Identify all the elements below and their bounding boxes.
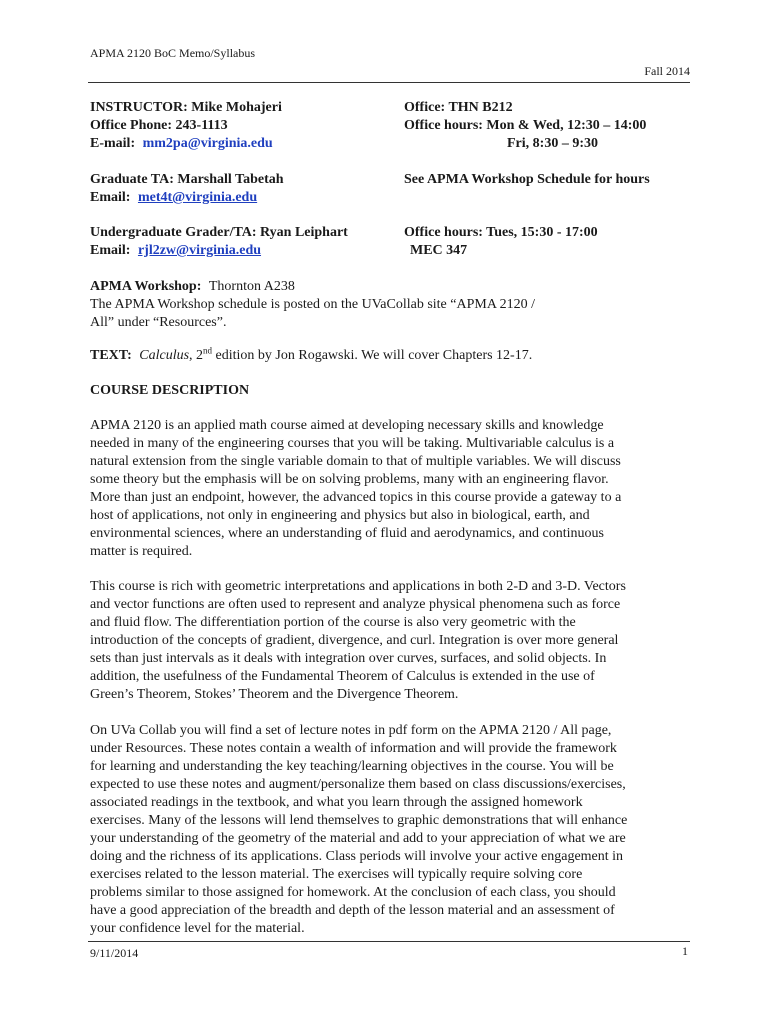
- paragraph-line: some theory but the emphasis will be on solving problems, many with an engineering flavor.: [90, 472, 609, 487]
- paragraph-line: needed in many of the engineering courses that you will be taking. Multivariable calculus is a: [90, 436, 615, 451]
- paragraph-line: sets than just intervals as it deals with integration over curves, surfaces, and solid objects. In: [90, 651, 607, 666]
- paragraph-line: natural extension from the single variable domain to that of multiple variables. We will discuss: [90, 454, 621, 469]
- header-divider: [88, 82, 690, 83]
- paragraph-line: host of applications, not only in engineering and physics but also in biological, earth, and: [90, 508, 590, 523]
- paragraph-line: Green’s Theorem, Stokes’ Theorem and the Divergence Theorem.: [90, 687, 459, 702]
- course-description-paragraph-2: [90, 578, 690, 704]
- textbook-edition-suffix: nd: [203, 345, 213, 356]
- workshop-hours-note: See APMA Workshop Schedule for hours: [404, 172, 650, 187]
- course-description-heading: COURSE DESCRIPTION: [90, 383, 250, 398]
- paragraph-line: problems similar to those assigned for homework. At the conclusion of each class, you should: [90, 885, 616, 900]
- paragraph-line: and fluid flow. The differentiation portion of the course is also very geometric with the: [90, 615, 576, 630]
- paragraph-line: associated readings in the textbook, and what you learn through the assigned homework: [90, 795, 583, 810]
- workshop-location: Thornton A238: [208, 279, 295, 294]
- course-description-paragraph-1: [90, 417, 690, 561]
- document-title: APMA 2120 BoC Memo/Syllabus: [90, 46, 256, 60]
- paragraph-line: This course is rich with geometric interpretations and applications in both 2-D and 3-D. Vectors: [90, 579, 626, 594]
- paragraph-line: exercises. Many of the lessons will lend themselves to graphic demonstrations that will enhance: [90, 813, 628, 828]
- grad-ta-email-link[interactable]: met4t@virginia.edu: [137, 190, 258, 205]
- paragraph-line: addition, the usefulness of the Fundamental Theorem of Calculus is extended in the use of: [90, 669, 595, 684]
- grad-ta-name: Graduate TA: Marshall Tabetah: [90, 172, 284, 187]
- paragraph-line: your confidence level for the material.: [90, 921, 305, 936]
- textbook-label: TEXT:: [90, 348, 132, 363]
- textbook-row: [90, 347, 532, 365]
- workshop-location-row: [90, 278, 295, 296]
- paragraph-line: exercises related to the lesson material. The exercises will typically require solving core: [90, 867, 583, 882]
- grad-ta-email-label: Email:: [90, 190, 131, 205]
- paragraph-line: On UVa Collab you will find a set of lecture notes in pdf form on the APMA 2120 / All page,: [90, 723, 612, 738]
- instructor-office-hours: Office hours: Mon & Wed, 12:30 – 14:00: [404, 118, 647, 133]
- textbook-title: Calculus: [139, 348, 190, 363]
- paragraph-line: and vector functions are often used to represent and analyze physical phenomena such as force: [90, 597, 621, 612]
- workshop-line-2: All” under “Resources”.: [90, 315, 227, 330]
- grad-ta-email-row: [90, 189, 257, 207]
- instructor-email-row: [90, 135, 273, 153]
- ugrad-ta-email-link[interactable]: rjl2zw@virginia.edu: [137, 243, 262, 258]
- page-number: 1: [682, 944, 688, 958]
- paragraph-line: environmental sciences, where an understanding of fluid and aerodynamics, and continuous: [90, 526, 604, 541]
- ugrad-ta-office-hours: Office hours: Tues, 15:30 - 17:00: [404, 225, 598, 240]
- paragraph-line: expected to use these notes and augment/personalize them based on class discussions/exercises,: [90, 777, 626, 792]
- instructor-email-link[interactable]: mm2pa@virginia.edu: [142, 136, 273, 151]
- instructor-name: INSTRUCTOR: Mike Mohajeri: [90, 100, 282, 115]
- paragraph-line: for learning and understanding the key teaching/learning objectives in the course. You will be: [90, 759, 614, 774]
- instructor-phone: Office Phone: 243-1113: [90, 118, 228, 133]
- paragraph-line: introduction of the concepts of gradient, divergence, and curl. Integration is over more general: [90, 633, 619, 648]
- workshop-label: APMA Workshop:: [90, 279, 202, 294]
- footer-date: 9/11/2014: [90, 946, 139, 960]
- textbook-details: edition by Jon Rogawski. We will cover Chapters 12-17.: [212, 348, 533, 363]
- instructor-office: Office: THN B212: [404, 100, 513, 115]
- textbook-edition: , 2: [189, 348, 204, 363]
- footer-divider: [88, 941, 690, 942]
- ugrad-ta-email-row: [90, 242, 261, 260]
- ugrad-ta-email-label: Email:: [90, 243, 131, 258]
- paragraph-line: APMA 2120 is an applied math course aimed at developing necessary skills and knowledge: [90, 418, 604, 433]
- paragraph-line: your understanding of the geometry of the material and add to your appreciation of what we are: [90, 831, 626, 846]
- paragraph-line: matter is required.: [90, 544, 193, 559]
- ugrad-ta-room: MEC 347: [410, 243, 468, 258]
- paragraph-line: doing and the richness of its applications. Class periods will involve your active engagement in: [90, 849, 624, 864]
- paragraph-line: have a good appreciation of the breadth and depth of the lesson material and an assessment of: [90, 903, 615, 918]
- ugrad-ta-name: Undergraduate Grader/TA: Ryan Leiphart: [90, 225, 348, 240]
- instructor-office-hours-extra: Fri, 8:30 – 9:30: [507, 136, 598, 151]
- term-label: Fall 2014: [644, 64, 690, 78]
- instructor-email-label: E-mail:: [90, 136, 136, 151]
- course-description-paragraph-3: [90, 722, 690, 938]
- paragraph-line: under Resources. These notes contain a wealth of information and will provide the framework: [90, 741, 617, 756]
- workshop-line-1: The APMA Workshop schedule is posted on the UVaCollab site “APMA 2120 /: [90, 297, 536, 312]
- paragraph-line: More than just an endpoint, however, the advanced topics in this course provide a gateway to a: [90, 490, 622, 505]
